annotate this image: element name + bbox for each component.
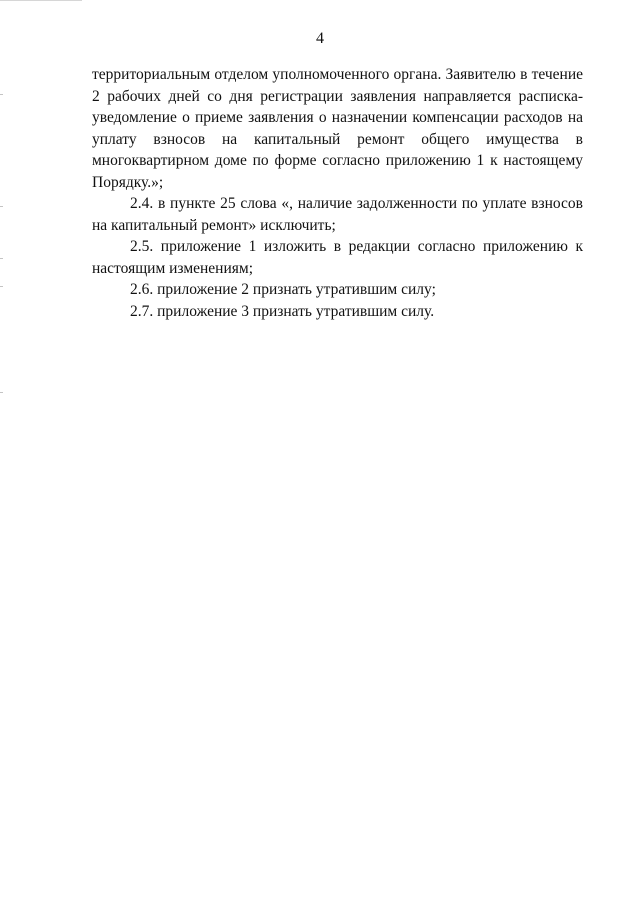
margin-mark <box>0 206 3 207</box>
paragraph-item-2-7: 2.7. приложение 3 признать утратившим силу. <box>130 302 435 320</box>
scan-edge-line <box>0 0 82 1</box>
page-number: 4 <box>316 30 324 47</box>
paragraph-continuation: территориальным отделом уполномоченного органа. Заявителю в течение 2 рабочих дней со дня регистрации заявления направляется расписка-уведомление о приеме заявления о назначении компенсации расходов на уплату взносов на капитальный ремонт общего имущества в многоквартирном доме по форме согласно приложению 1 к настоящему Порядку.»; <box>92 66 583 191</box>
margin-mark <box>0 94 3 95</box>
scan-margin-marks <box>0 80 3 580</box>
paragraph-item-2-5: 2.5. приложение 1 изложить в редакции согласно приложению к настоящим изменениям; <box>92 238 583 277</box>
margin-mark <box>0 392 3 393</box>
paragraph-item-2-6: 2.6. приложение 2 признать утратившим силу; <box>130 281 436 298</box>
margin-mark <box>0 258 3 259</box>
paragraph-item-2-4: 2.4. в пункте 25 слова «, наличие задолженности по уплате взносов на капитальный ремонт» исключить; <box>92 195 583 234</box>
document-body <box>92 64 583 322</box>
margin-mark <box>0 286 3 287</box>
